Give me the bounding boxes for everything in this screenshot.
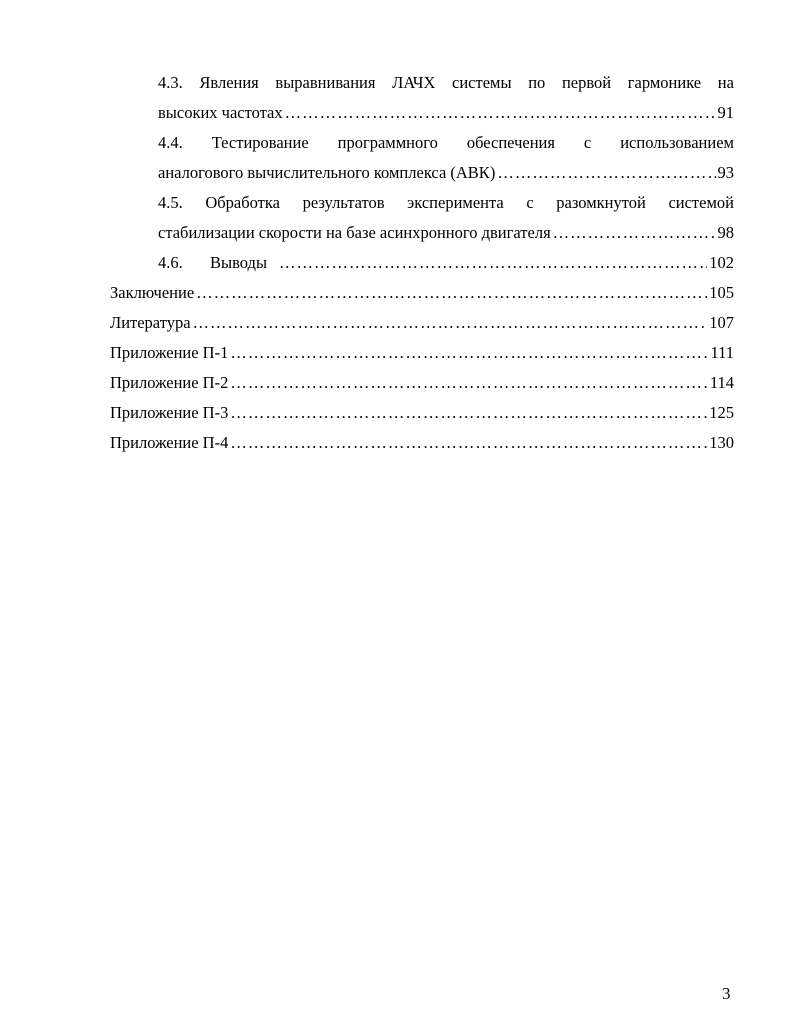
leader-dots bbox=[497, 158, 715, 188]
table-of-contents bbox=[110, 68, 734, 458]
toc-entry-leader-line bbox=[158, 218, 734, 248]
toc-entry-4-3[interactable] bbox=[110, 68, 734, 128]
toc-entry-title: Приложение П-3 bbox=[110, 403, 229, 422]
toc-entry-number: 4.3. bbox=[158, 73, 183, 92]
leader-dots bbox=[230, 428, 707, 458]
toc-word: по bbox=[528, 73, 546, 92]
toc-page-number: 91 bbox=[717, 103, 734, 122]
toc-entry-leader-line bbox=[158, 158, 734, 188]
toc-entry-appendix-4[interactable] bbox=[110, 428, 734, 458]
toc-word: программного bbox=[337, 133, 438, 152]
toc-page-number: 93 bbox=[717, 163, 734, 182]
toc-entry-title: Приложение П-4 bbox=[110, 433, 229, 452]
toc-page-number: 125 bbox=[709, 403, 734, 422]
toc-entry-appendix-2[interactable] bbox=[110, 368, 734, 398]
toc-entry-title: Приложение П-2 bbox=[110, 373, 229, 392]
toc-entry-conclusion[interactable] bbox=[110, 278, 734, 308]
toc-word: с bbox=[526, 193, 534, 212]
leader-dots bbox=[230, 338, 708, 368]
toc-word: первой bbox=[561, 73, 612, 92]
toc-page-number: 98 bbox=[717, 223, 734, 242]
toc-entry-4-6[interactable] bbox=[110, 248, 734, 278]
leader-dots bbox=[193, 308, 708, 338]
toc-page-number: 114 bbox=[709, 373, 734, 392]
toc-page-number: 111 bbox=[710, 343, 734, 362]
toc-word: выравнивания bbox=[275, 73, 376, 92]
toc-entry-title-line bbox=[158, 188, 734, 218]
leader-dots bbox=[279, 248, 707, 278]
toc-page-number: 107 bbox=[709, 313, 734, 332]
toc-word: эксперимента bbox=[407, 193, 504, 212]
leader-dots bbox=[230, 398, 707, 428]
toc-entry-title-continued: стабилизации скорости на базе асинхронного двигателя bbox=[158, 223, 551, 242]
toc-word: Обработка bbox=[205, 193, 280, 212]
toc-word: на bbox=[717, 73, 734, 92]
toc-word: Явления bbox=[199, 73, 259, 92]
toc-entry-leader-line bbox=[158, 248, 734, 278]
toc-entry-title-continued: высоких частотах bbox=[158, 103, 283, 122]
toc-word: результатов bbox=[302, 193, 385, 212]
toc-entry-title: Литература bbox=[110, 313, 191, 332]
toc-entry-title-line bbox=[158, 68, 734, 98]
toc-word: системы bbox=[452, 73, 512, 92]
toc-entry-title: Заключение bbox=[110, 283, 195, 302]
toc-entry-number: 4.4. bbox=[158, 133, 183, 152]
toc-entry-appendix-1[interactable] bbox=[110, 338, 734, 368]
toc-entry-title: Выводы bbox=[210, 253, 268, 272]
toc-word: гармонике bbox=[627, 73, 702, 92]
toc-entry-number: 4.5. bbox=[158, 193, 183, 212]
toc-word: Тестирование bbox=[211, 133, 309, 152]
toc-word: с bbox=[583, 133, 592, 152]
toc-entry-literature[interactable] bbox=[110, 308, 734, 338]
leader-dots bbox=[230, 368, 708, 398]
leader-dots bbox=[196, 278, 707, 308]
toc-word: ЛАЧХ bbox=[392, 73, 436, 92]
toc-entry-4-5[interactable] bbox=[110, 188, 734, 248]
toc-page-number: 130 bbox=[709, 433, 734, 452]
toc-page-number: 105 bbox=[709, 283, 734, 302]
toc-entry-number: 4.6. bbox=[158, 253, 183, 272]
toc-entry-4-4[interactable] bbox=[110, 128, 734, 188]
toc-word: системой bbox=[668, 193, 734, 212]
toc-word: разомкнутой bbox=[556, 193, 646, 212]
toc-entry-title-line bbox=[158, 128, 734, 158]
toc-entry-title: Приложение П-1 bbox=[110, 343, 229, 362]
leader-dots bbox=[553, 218, 716, 248]
toc-entry-title-continued: аналогового вычислительного комплекса (АВК) bbox=[158, 163, 496, 182]
leader-dots bbox=[285, 98, 716, 128]
toc-page-number: 102 bbox=[709, 253, 734, 272]
page-number: 3 bbox=[722, 984, 731, 1003]
toc-entry-leader-line bbox=[158, 98, 734, 128]
toc-entry-appendix-3[interactable] bbox=[110, 398, 734, 428]
toc-word: использованием bbox=[620, 133, 734, 152]
toc-word: обеспечения bbox=[466, 133, 555, 152]
